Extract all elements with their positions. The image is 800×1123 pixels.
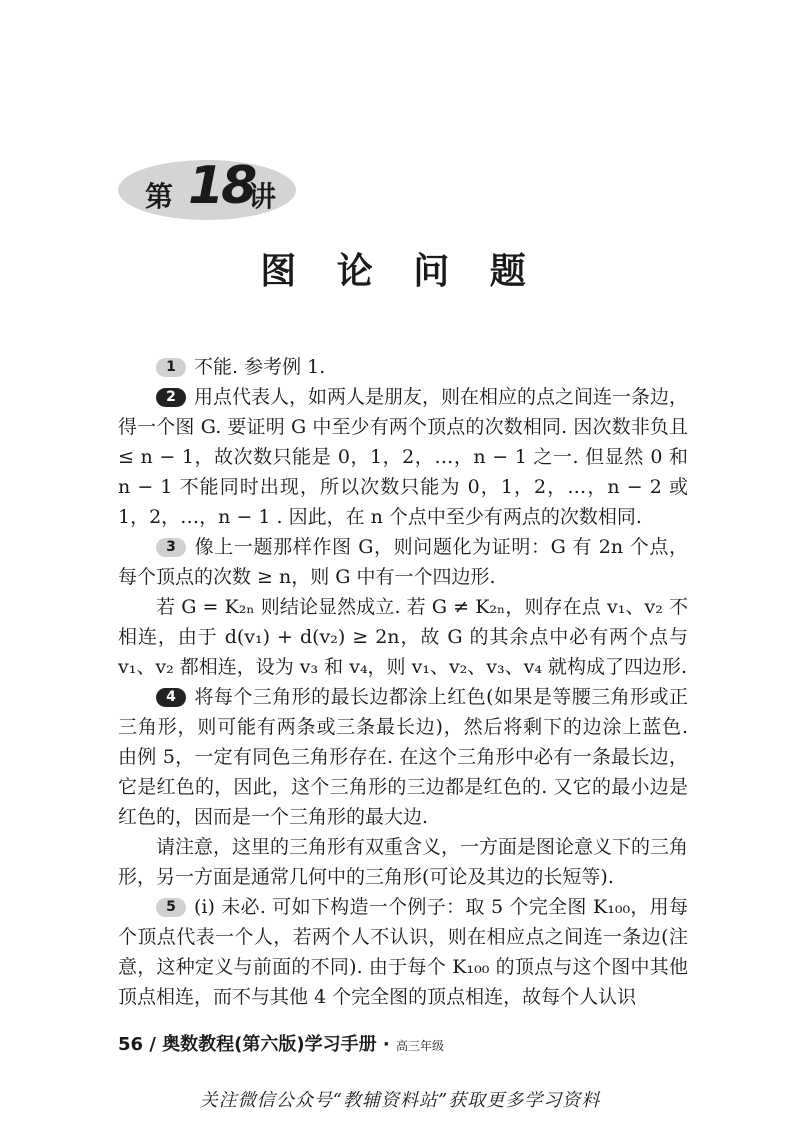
page-footer	[118, 1030, 444, 1056]
answer-3-number-badge: 3	[156, 538, 186, 557]
answer-4-para-2: 请注意，这里的三角形有双重含义，一方面是图论意义下的三角形，另一方面是通常几何中的三角形(可论及其边的长短等).	[118, 836, 689, 888]
answer-2-number-badge: 2	[156, 388, 186, 407]
page-number: 56	[118, 1034, 144, 1055]
watermark-text: 关注微信公众号“教辅资料站”获取更多学习资料	[199, 1090, 601, 1111]
answer-body	[118, 352, 688, 1012]
book-title: / 奥数教程(第六版)学习手册 ·	[149, 1034, 390, 1055]
answer-4-text: 将每个三角形的最长边都涂上红色(如果是等腰三角形或正三角形，则可能有两条或三条最长边)，然后将剩下的边涂上蓝色. 由例 5，一定有同色三角形存在. 在这个三角形中必有一条最长边，它是红色的，因此，这个三角形的三边都是红色的. 又它的最小边是红色的，因而是一个三角形的最大边.	[118, 686, 688, 828]
grade-label: 高三年级	[396, 1039, 445, 1053]
answer-1-para-1	[118, 352, 688, 382]
answer-4-para-1	[118, 682, 688, 832]
lecture-suffix: 讲	[248, 180, 277, 213]
answer-2-text: 用点代表人，如两人是朋友，则在相应的点之间连一条边，得一个图 G. 要证明 G 中至少有两个顶点的次数相同. 因次数非负且 ≤ n − 1，故次数只能是 0，1，2，…，n − 1 之一. 但显然 0 和 n − 1 不能同时出现，所以次数只能为 0，1，2，…，n − 2 或 1，2，…，n − 1 . 因此，在 n 个点中至少有两点的次数相同.	[118, 386, 689, 528]
lecture-number: 18	[188, 156, 255, 216]
answer-5-para-1	[118, 892, 688, 1012]
answer-2-para-1	[118, 382, 688, 532]
answer-5-number-badge: 5	[156, 898, 186, 917]
answer-1-number-badge: 1	[156, 358, 186, 377]
chapter-title: 图 论 问 题	[260, 251, 540, 292]
answer-1-text: 不能. 参考例 1.	[194, 356, 326, 378]
lecture-badge	[118, 156, 296, 220]
answer-3-text: 像上一题那样作图 G，则问题化为证明：G 有 2n 个点，每个顶点的次数 ≥ n，则 G 中有一个四边形.	[118, 536, 688, 588]
answer-3-para-1	[118, 532, 688, 592]
lecture-prefix: 第	[145, 180, 174, 213]
answer-3-para-2: 若 G = K₂ₙ 则结论显然成立. 若 G ≠ K₂ₙ，则存在点 v₁、v₂ 不相连，由于 d(v₁) + d(v₂) ≥ 2n，故 G 的其余点中必有两个点与 v₁、v₂ 都相连，设为 v₃ 和 v₄，则 v₁、v₂、v₃、v₄ 就构成了四边形.	[118, 596, 688, 678]
answer-4-number-badge: 4	[156, 688, 186, 707]
answer-5-text: (i) 未必. 可如下构造一个例子：取 5 个完全图 K₁₀₀，用每个顶点代表一个人，若两个人不认识，则在相应点之间连一条边(注意，这种定义与前面的不同). 由于每个 K₁₀₀ 的顶点与这个图中其他顶点相连，而不与其他 4 个完全图的顶点相连，故每个人认识	[118, 896, 688, 1008]
